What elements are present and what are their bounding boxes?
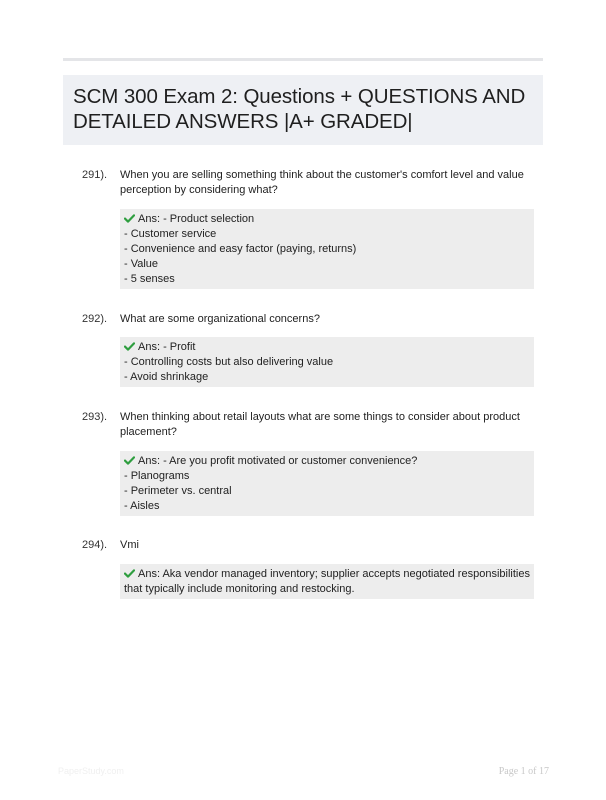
page-title: SCM 300 Exam 2: Questions + QUESTIONS AND DETAILED ANSWERS |A+ GRADED| (73, 85, 526, 133)
question-number: 292). (82, 313, 108, 325)
answer-line: - Planograms (124, 470, 190, 482)
answer-box (120, 209, 534, 289)
answer-text: Ans: - Are you profit motivated or customer convenience? (138, 455, 418, 467)
title-banner (63, 75, 543, 145)
answer-first-line (124, 212, 530, 227)
answer-text: Ans: - Profit (138, 341, 196, 353)
answer-line: - Perimeter vs. central (124, 485, 232, 497)
check-icon (124, 214, 135, 223)
check-icon (124, 456, 135, 465)
answer-text: Ans: - Product selection (138, 213, 255, 225)
question-text: Vmi (120, 539, 139, 551)
answer-box (120, 451, 534, 516)
answer-line: - Controlling costs but also delivering value (124, 356, 334, 368)
answer-line: - Convenience and easy factor (paying, returns) (124, 243, 357, 255)
top-divider (63, 58, 543, 61)
check-icon (124, 342, 135, 351)
answer-text: Ans: Aka vendor managed inventory; supplier accepts negotiated responsibilities that typically include monitoring and restocking. (124, 568, 534, 595)
answer-box (120, 564, 534, 599)
answer-box (120, 337, 534, 387)
answer-first-line (124, 340, 530, 355)
question-number: 293). (82, 411, 108, 423)
answer-line: - Avoid shrinkage (124, 371, 209, 383)
question-text: When thinking about retail layouts what are some things to consider about product placement? (120, 411, 520, 438)
answer-line: - Value (124, 258, 159, 270)
question-text: What are some organizational concerns? (120, 313, 320, 325)
page-number: Page 1 of 17 (498, 766, 549, 777)
question-text: When you are selling something think about the customer's comfort level and value perception by considering what? (120, 169, 524, 196)
answer-line: - Aisles (124, 500, 160, 512)
answer-line: - Customer service (124, 228, 217, 240)
check-icon (124, 569, 135, 578)
answer-first-line (124, 567, 534, 597)
question-number: 291). (82, 169, 108, 181)
answer-line: - 5 senses (124, 273, 175, 285)
question-number: 294). (82, 539, 108, 551)
answer-first-line (124, 454, 530, 469)
watermark: PaperStudy.com (58, 766, 124, 776)
